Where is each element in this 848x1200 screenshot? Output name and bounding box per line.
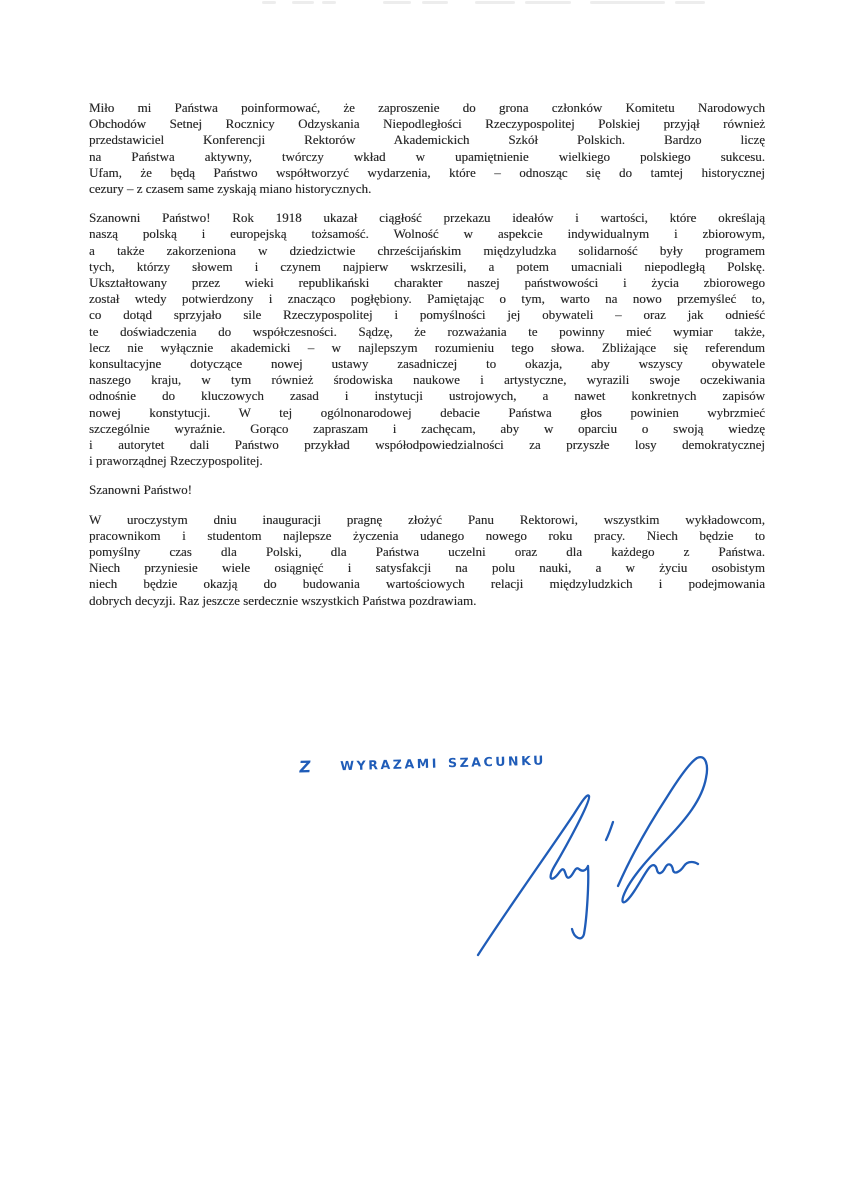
text-line: tych, którzy słowem i czynem najpierw wskrzesili, a potem umacniali niepodległą Polskę.	[89, 258, 765, 274]
paragraph	[89, 100, 765, 197]
text-line: Szanowni Państwo! Rok 1918 ukazał ciągłość przekazu ideałów i wartości, które określają	[89, 210, 765, 226]
scan-artifact	[292, 1, 314, 4]
signature-ink	[452, 742, 752, 967]
signature-stroke	[606, 822, 613, 840]
text-line: te doświadczenia do współczesności. Sądzę, że rozważania te powinny mieć wymiar także,	[89, 323, 765, 339]
closing-word: WYRAZAMI	[340, 755, 440, 774]
text-line: na Państwa aktywny, twórczy wkład w upamiętnienie wielkiego polskiego sukcesu.	[89, 148, 765, 164]
scan-artifact	[675, 1, 705, 4]
scan-artifact	[422, 1, 448, 4]
scan-artifact	[383, 1, 411, 4]
closing-word: Z	[298, 757, 315, 777]
text-line: co dotąd sprzyjało sile Rzeczypospolitej i pomyślności jej obywateli – oraz jak odnieść	[89, 307, 765, 323]
text-line: i praworządnej Rzeczypospolitej.	[89, 453, 263, 469]
text-line: szczególnie wyraźnie. Gorąco zapraszam i zachęcam, aby w oparciu o swoją wiedzę	[89, 420, 765, 436]
paragraph	[89, 512, 765, 609]
scan-artifact	[262, 1, 276, 4]
signature-stroke	[618, 757, 707, 902]
paragraph	[89, 482, 765, 498]
scan-artifact	[475, 1, 515, 4]
text-line: Obchodów Setnej Rocznicy Odzyskania Niepodległości Rzeczypospolitej Polskiej przyjął również	[89, 116, 765, 132]
text-line: pracownikom i studentom najlepsze życzenia udanego nowego roku pracy. Niech będzie to	[89, 527, 765, 543]
scan-artifact	[590, 1, 665, 4]
closing-word: SZACUNKU	[447, 752, 547, 771]
text-line: i autorytet dali Państwo przykład współodpowiedzialności za przyszłe losy demokratycznej	[89, 437, 765, 453]
text-line: został wtedy potwierdzony i znacząco pogłębiony. Pamiętając o tym, warto na nowo przemyśleć to,	[89, 291, 765, 307]
text-line: naszą polską i europejską tożsamość. Wolność w aspekcie indywidualnym i zbiorowym,	[89, 226, 765, 242]
paragraph	[89, 210, 765, 469]
text-line: odnośnie do kluczowych zasad i instytucji ustrojowych, a nawet konkretnych zapisów	[89, 388, 765, 404]
text-line: lecz nie wyłącznie akademicki – w najlepszym rozumieniu tego słowa. Zbliżające się referendum	[89, 339, 765, 355]
text-line: a także zakorzeniona w dziedzictwie chrześcijańskim międzyludzka solidarność były programem	[89, 242, 765, 258]
text-line: W uroczystym dniu inauguracji pragnę złożyć Panu Rektorowi, wszystkim wykładowcom,	[89, 511, 765, 527]
text-line: naszego kraju, w tym również środowiska naukowe i artystyczne, wyrazili swoje oczekiwania	[89, 372, 765, 388]
text-line: Niech przyniesie wiele osiągnięć i satysfakcji na polu nauki, a w życiu osobistym	[89, 560, 765, 576]
text-line: Ukształtowany przez wieki republikański charakter naszej państwowości i życia zbiorowego	[89, 275, 765, 291]
text-line: dobrych decyzji. Raz jeszcze serdecznie wszystkich Państwa pozdrawiam.	[89, 592, 477, 608]
text-line: przedstawiciel Konferencji Rektorów Akademickich Szkół Polskich. Bardzo liczę	[89, 132, 765, 148]
scan-artifact	[322, 1, 336, 4]
text-line: Szanowni Państwo!	[89, 482, 192, 498]
scan-artifact	[525, 1, 571, 4]
text-line: konsultacyjne dotyczące nowej ustawy zasadniczej to okazja, aby wszyscy obywatele	[89, 356, 765, 372]
text-line: nowej konstytucji. W tej ogólnonarodowej debacie Państwa głos powinien wybrzmieć	[89, 404, 765, 420]
letter-body	[89, 100, 765, 622]
signature-stroke	[478, 795, 589, 955]
text-line: cezury – z czasem same zyskają miano historycznych.	[89, 181, 372, 197]
text-line: niech będzie okazją do budowania wartościowych relacji międzyludzkich i podejmowania	[89, 576, 765, 592]
text-line: Ufam, że będą Państwo współtworzyć wydarzenia, które – odnosząc się do tamtej historycznej	[89, 164, 765, 180]
text-line: Miło mi Państwa poinformować, że zaproszenie do grona członków Komitetu Narodowych	[89, 100, 765, 115]
text-line: pomyślny czas dla Polski, dla Państwa uczelni oraz dla każdego z Państwa.	[89, 544, 765, 560]
